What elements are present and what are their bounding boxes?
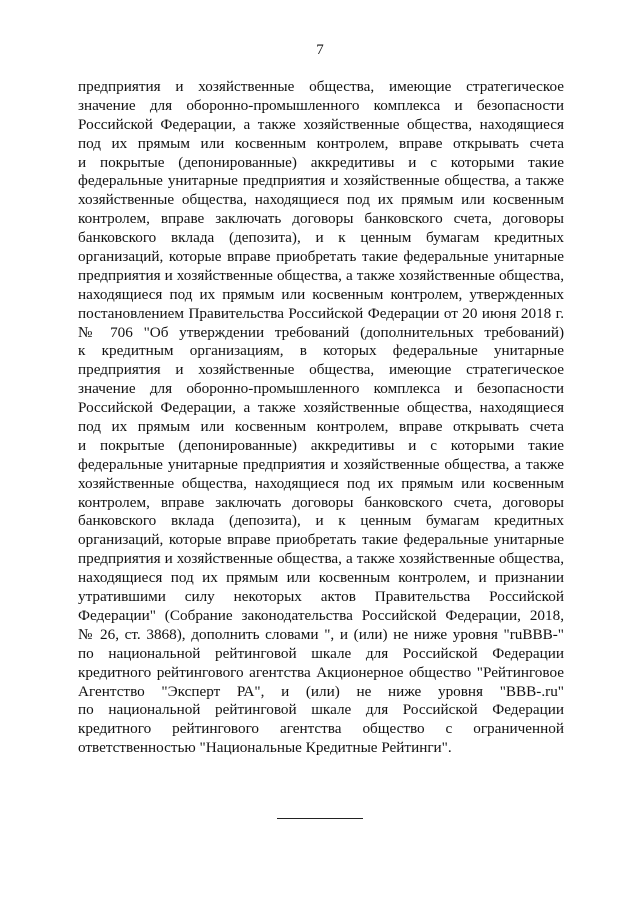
text-line: под их прямым или косвенным контролем, вправе открывать счета <box>78 134 564 152</box>
text-line: федеральные унитарные предприятия и хозяйственные общества, а также <box>78 172 564 190</box>
text-line: федеральные унитарные предприятия и хозяйственные общества, а также <box>78 455 564 473</box>
text-line: Российской Федерации, а также хозяйственные общества, находящиеся <box>78 115 564 133</box>
text-line: банковского вклада (депозита), и к ценным бумагам кредитных <box>78 229 564 247</box>
text-line: предприятия и хозяйственные общества, а также хозяйственные общества, <box>78 266 564 284</box>
text-line: значение для оборонно-промышленного комплекса и безопасности <box>78 96 564 114</box>
text-line: под их прямым или косвенным контролем, вправе открывать счета <box>78 418 564 436</box>
text-line: Агентство "Эксперт РА", и (или) не ниже уровня "BBB-.ru" <box>78 682 564 700</box>
text-line: предприятия и хозяйственные общества, а также хозяйственные общества, <box>78 550 564 568</box>
text-line: и покрытые (депонированные) аккредитивы и с которыми такие <box>78 436 564 454</box>
text-line: постановлением Правительства Российской Федерации от 20 июня 2018 г. <box>78 304 564 322</box>
text-line: предприятия и хозяйственные общества, имеющие стратегическое <box>78 78 564 95</box>
text-line: банковского вклада (депозита), и к ценным бумагам кредитных <box>78 512 564 530</box>
text-line: и покрытые (депонированные) аккредитивы и с которыми такие <box>78 153 564 171</box>
text-line: предприятия и хозяйственные общества, имеющие стратегическое <box>78 361 564 379</box>
text-line: организаций, которые вправе приобретать такие федеральные унитарные <box>78 531 564 549</box>
text-line: значение для оборонно-промышленного комплекса и безопасности <box>78 380 564 398</box>
text-line: кредитного рейтингового агентства общество с ограниченной <box>78 720 564 738</box>
text-line: организаций, которые вправе приобретать такие федеральные унитарные <box>78 248 564 266</box>
text-line: ответственностью "Национальные Кредитные Рейтинги". <box>78 739 452 757</box>
text-line: Федерации" (Собрание законодательства Российской Федерации, 2018, <box>78 606 564 624</box>
text-line: хозяйственные общества, находящиеся под их прямым или косвенным <box>78 191 564 209</box>
text-line: контролем, вправе заключать договоры банковского счета, договоры <box>78 210 564 228</box>
text-line: контролем, вправе заключать договоры банковского счета, договоры <box>78 493 564 511</box>
text-line: по национальной рейтинговой шкале для Российской Федерации <box>78 701 564 719</box>
body-paragraph <box>78 78 564 758</box>
text-line: № 706 "Об утверждении требований (дополнительных требований) <box>78 323 564 341</box>
text-line: находящиеся под их прямым или косвенным контролем, и признании <box>78 569 564 587</box>
page-number: 7 <box>316 42 324 58</box>
text-line: кредитного рейтингового агентства Акционерное общество "Рейтинговое <box>78 663 564 681</box>
text-line: № 26, ст. 3868), дополнить словами ", и (или) не ниже уровня "ruBBB-" <box>78 625 564 643</box>
text-line: хозяйственные общества, находящиеся под их прямым или косвенным <box>78 474 564 492</box>
text-line: по национальной рейтинговой шкале для Российской Федерации <box>78 644 564 662</box>
text-line: Российской Федерации, а также хозяйственные общества, находящиеся <box>78 399 564 417</box>
end-of-text-rule <box>277 818 363 819</box>
text-line: к кредитным организациям, в которых федеральные унитарные <box>78 342 564 360</box>
text-line: находящиеся под их прямым или косвенным контролем, утвержденных <box>78 285 564 303</box>
text-line: утратившими силу некоторых актов Правительства Российской <box>78 588 564 606</box>
